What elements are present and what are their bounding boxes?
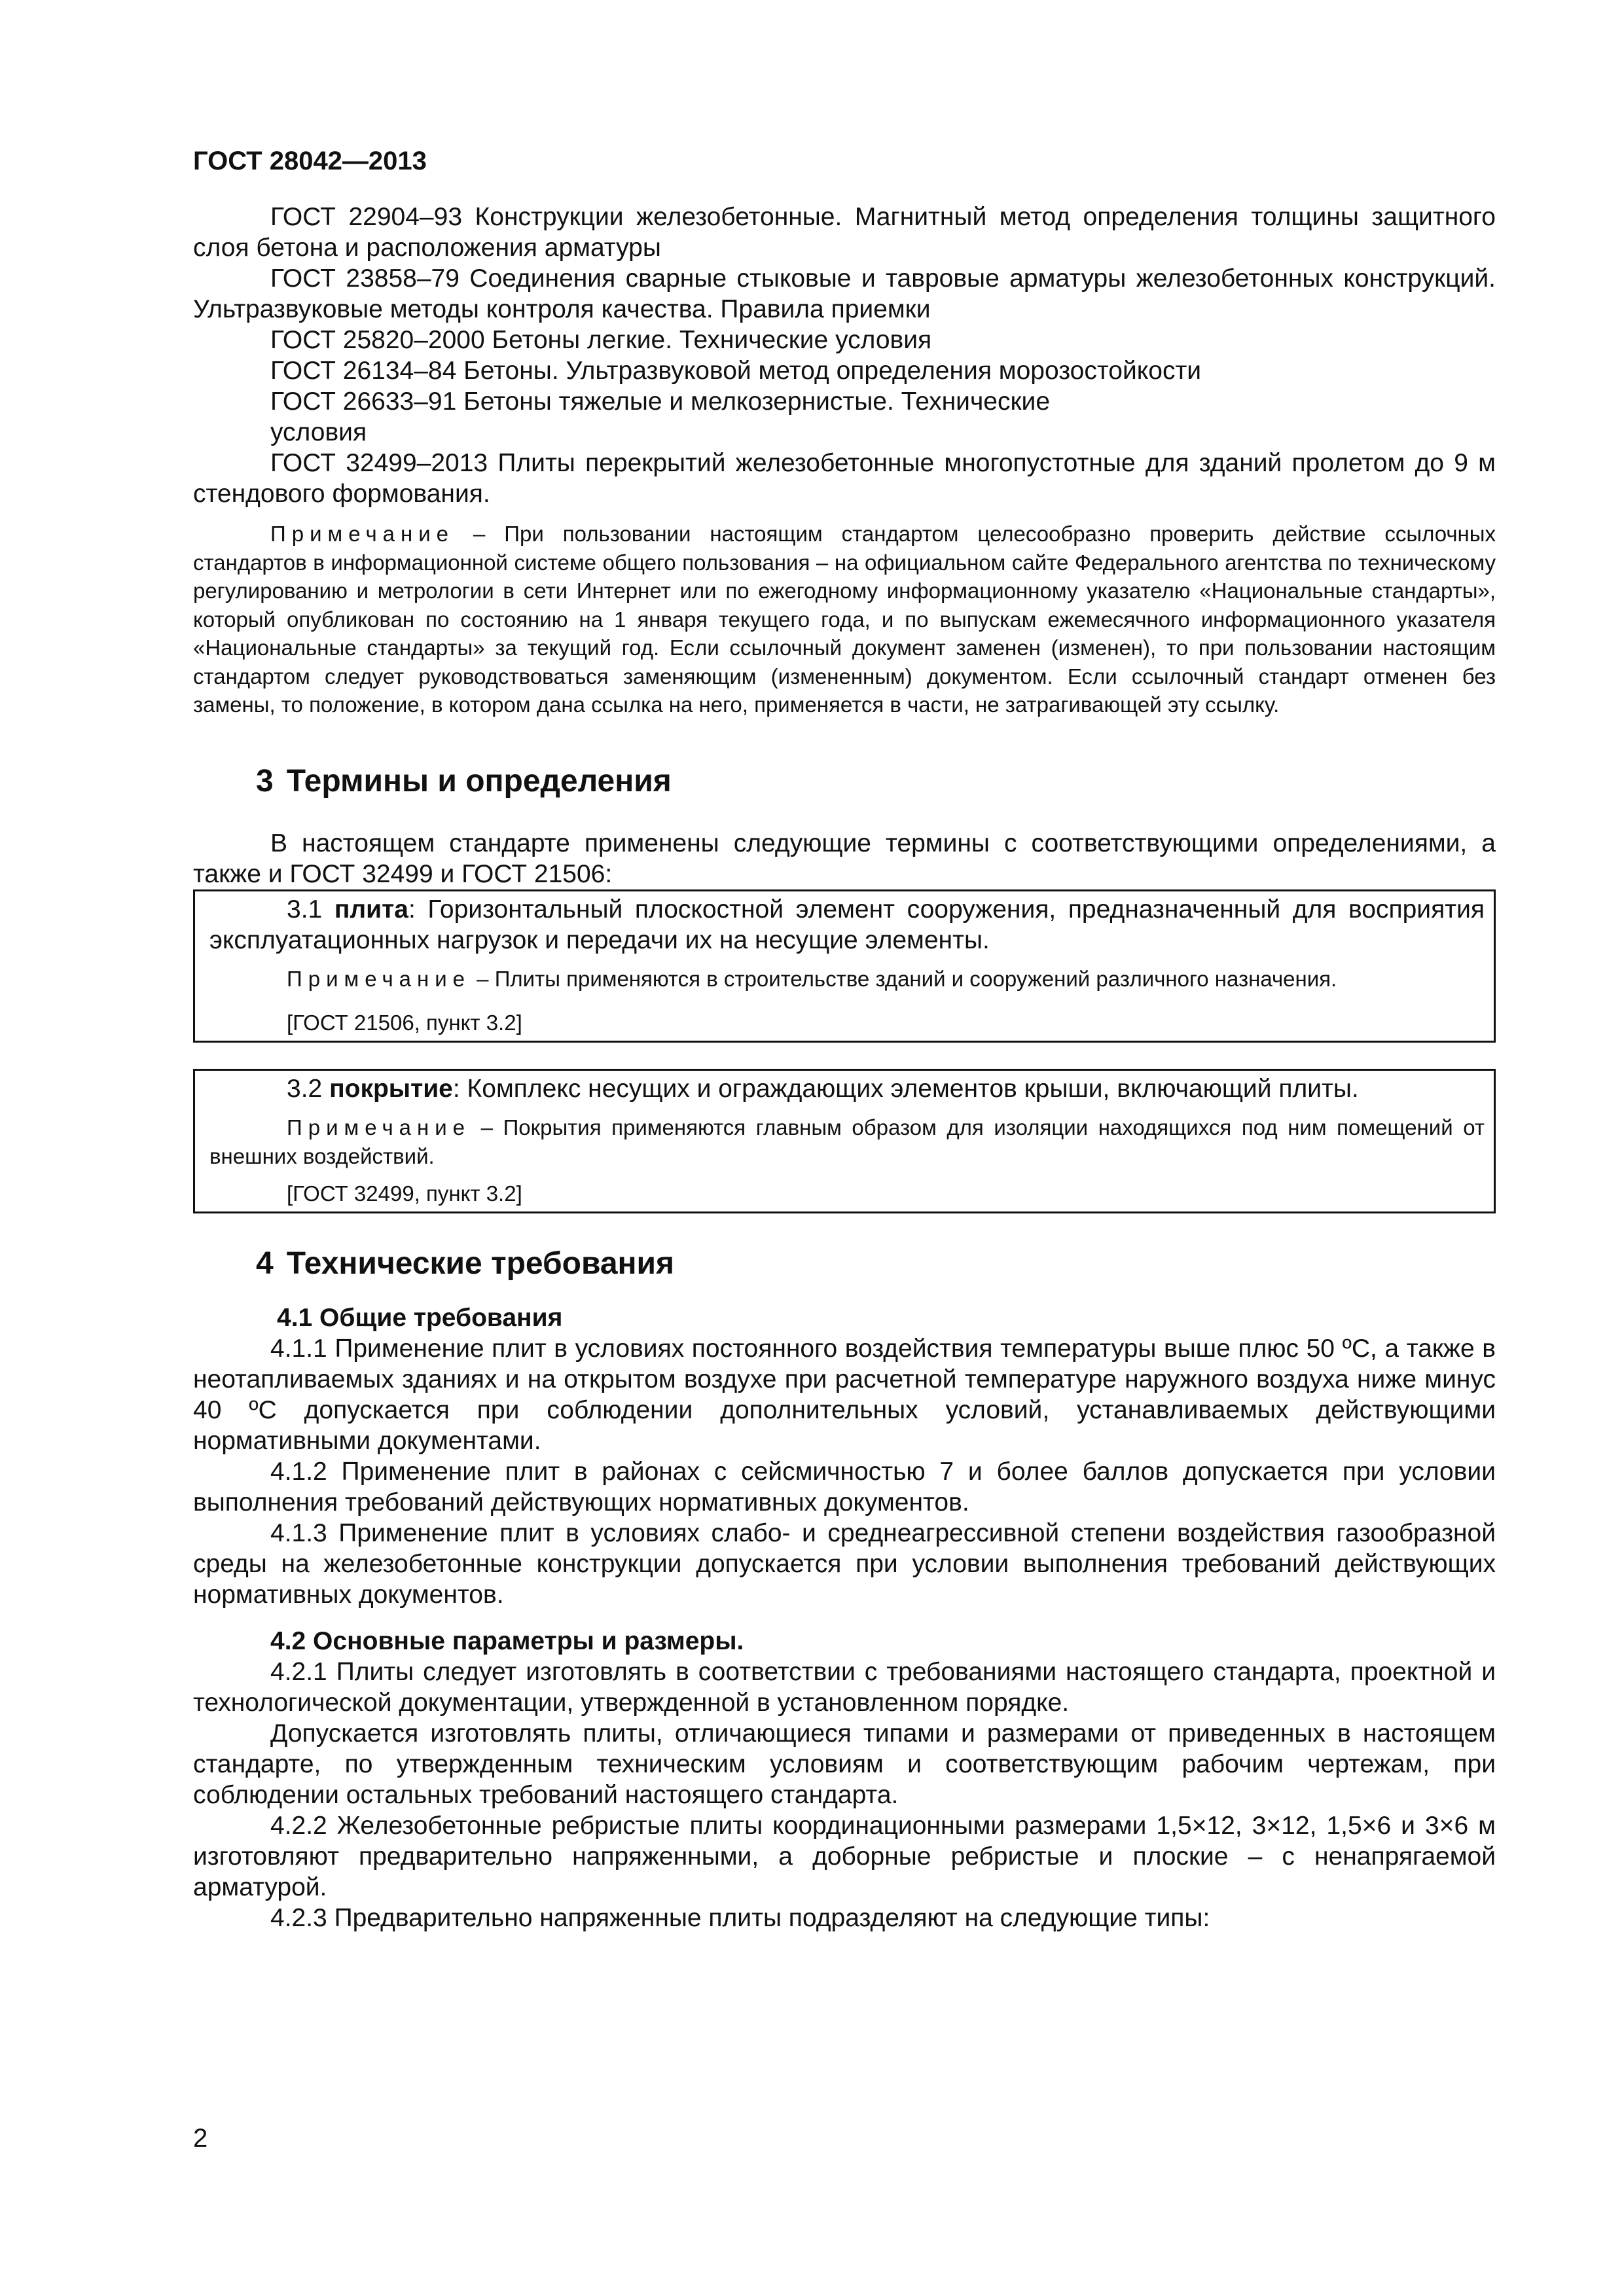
ref-gost-26633: ГОСТ 26633–91 Бетоны тяжелые и мелкозернистые. Технические <box>270 387 1051 416</box>
term-source: [ГОСТ 21506, пункт 3.2] <box>287 1011 522 1035</box>
ref-gost-26633-cont: условия <box>270 418 367 446</box>
term-note-label: Примечание <box>287 966 471 991</box>
section-3-number: 3 <box>256 763 274 798</box>
para-4-2-3: 4.2.3 Предварительно напряженные плиты подразделяют на следующие типы: <box>270 1904 1210 1932</box>
term-def-text: : Комплекс несущих и ограждающих элементов крыши, включающий плиты. <box>452 1075 1359 1103</box>
term-name: плита <box>334 895 408 924</box>
para-4-2-2: 4.2.2 Железобетонные ребристые плиты координационными размерами 1,5×12, 3×12, 1,5×6 и 3×6 м изготовляют предварительно напряженными, а доборные ребристые и плоские – с ненапрягаемой арматурой. <box>193 1812 1496 1901</box>
para-4-2-1-cont: Допускается изготовлять плиты, отличающиеся типами и размерами от приведенных в настоящем стандарте, по утвержденным техническим условиям и соответствующим рабочим чертежам, при соблюдении остальных требований настоящего стандарта. <box>193 1719 1496 1809</box>
page-number: 2 <box>193 2124 208 2153</box>
document-page <box>193 145 1496 1933</box>
term-note <box>209 1113 1485 1170</box>
ref-gost-25820: ГОСТ 25820–2000 Бетоны легкие. Технические условия <box>270 326 932 354</box>
subsection-4-2-title: 4.2 Основные параметры и размеры. <box>270 1627 744 1655</box>
para-4-1-1: 4.1.1 Применение плит в условиях постоянного воздействия температуры выше плюс 50 ºС, а также в неотапливаемых зданиях и на открытом воздухе при расчетной температуре наружного воздуха ниже минус 40 ºС допускается при соблюдении дополнительных условий, устанавливаемых действующими нормативными документами. <box>193 1335 1496 1455</box>
note-label: Примечание <box>270 522 455 546</box>
subsection-4-1-title: 4.1 Общие требования <box>277 1304 563 1332</box>
term-note <box>209 965 1485 994</box>
section-4-heading <box>256 1245 1496 1283</box>
term-note-label: Примечание <box>287 1115 471 1139</box>
term-definition <box>209 1073 1485 1104</box>
term-number: 3.1 <box>287 895 334 924</box>
ref-gost-26134: ГОСТ 26134–84 Бетоны. Ультразвуковой метод определения морозостойкости <box>270 357 1202 385</box>
term-box-pokrytie <box>193 1069 1496 1213</box>
section-4-title: Технические требования <box>286 1246 675 1281</box>
section-3-title: Термины и определения <box>286 763 672 798</box>
term-box-plita <box>193 889 1496 1043</box>
para-4-1-3: 4.1.3 Применение плит в условиях слабо- и среднеагрессивной степени воздействия газообразной среды на железобетонные конструкции допускается при условии выполнения требований действующих нормативных документов. <box>193 1519 1496 1609</box>
note-text: – При пользовании настоящим стандартом целесообразно проверить действие ссылочных стандартов в информационной системе общего пользования – на официальном сайте Федерального агентства по техническому регулированию и метрологии в сети Интернет или по ежегодному информационному указателю «Национальные стандарты», который опубликован по состоянию на 1 января текущего года, и по выпускам ежемесячного информационного указателя «Национальные стандарты» за текущий год. Если ссылочный документ заменен (изменен), то при пользовании настоящим стандартом следует руководствоваться заменяющим (измененным) документом. Если ссылочный стандарт отменен без замены, то положение, в котором дана ссылка на него, применяется в части, не затрагивающей эту ссылку. <box>193 522 1496 717</box>
ref-gost-23858: ГОСТ 23858–79 Соединения сварные стыковые и тавровые арматуры железобетонных конструкций. Ультразвуковые методы контроля качества. Правила приемки <box>193 264 1496 323</box>
term-note-text: – Плиты применяются в строительстве зданий и сооружений различного назначения. <box>471 966 1337 991</box>
para-4-2-1: 4.2.1 Плиты следует изготовлять в соответствии с требованиями настоящего стандарта, проектной и технологической документации, утвержденной в установленном порядке. <box>193 1658 1496 1717</box>
references-note <box>193 520 1496 719</box>
para-4-1-2: 4.1.2 Применение плит в районах с сейсмичностью 7 и более баллов допускается при условии выполнения требований действующих нормативных документов. <box>193 1458 1496 1516</box>
ref-gost-32499: ГОСТ 32499–2013 Плиты перекрытий железобетонные многопустотные для зданий пролетом до 9 м стендового формования. <box>193 449 1496 508</box>
section-4-number: 4 <box>256 1246 274 1281</box>
term-number: 3.2 <box>287 1075 330 1103</box>
document-header: ГОСТ 28042—2013 <box>193 147 427 175</box>
term-definition <box>209 894 1485 956</box>
section-3-heading <box>256 762 1496 800</box>
term-note-text: – Покрытия применяются главным образом для изоляции находящихся под ним помещений от внешних воздействий. <box>209 1115 1485 1168</box>
term-name: покрытие <box>329 1075 453 1103</box>
ref-gost-22904: ГОСТ 22904–93 Конструкции железобетонные. Магнитный метод определения толщины защитного слоя бетона и расположения арматуры <box>193 203 1496 262</box>
term-def-text: : Горизонтальный плоскостной элемент сооружения, предназначенный для восприятия эксплуатационных нагрузок и передачи их на несущие элементы. <box>209 895 1485 954</box>
term-source: [ГОСТ 32499, пункт 3.2] <box>287 1181 522 1206</box>
section-3-intro: В настоящем стандарте применены следующие термины с соответствующими определениями, а также и ГОСТ 32499 и ГОСТ 21506: <box>193 829 1496 888</box>
